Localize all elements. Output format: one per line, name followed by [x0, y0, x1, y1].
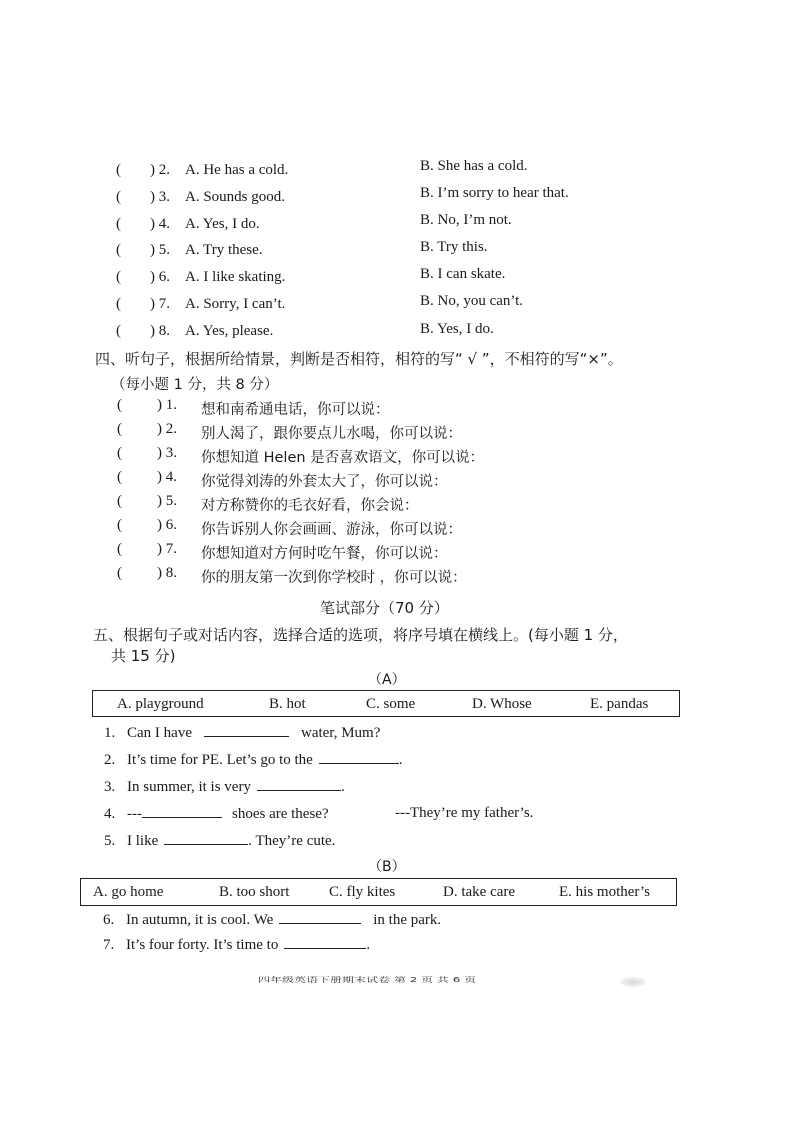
- part-b-option-box: [80, 878, 677, 906]
- answer-paren[interactable]: (: [117, 517, 122, 533]
- question-text: It’s four forty. It’s time to: [126, 937, 279, 953]
- written-part-heading: 笔试部分（70 分）: [320, 599, 449, 617]
- answer-paren[interactable]: (: [116, 269, 121, 285]
- question-number: 6.: [103, 912, 115, 928]
- option-b: B. No, you can’t.: [420, 293, 524, 309]
- option-b: B. I can skate.: [420, 266, 506, 282]
- answer-paren[interactable]: (: [116, 189, 121, 205]
- answer-blank[interactable]: [284, 936, 366, 949]
- question-reply: ---They’re my father’s.: [395, 805, 534, 821]
- question-text: .: [366, 937, 371, 953]
- page-footer: [258, 975, 558, 983]
- question-text: ---: [127, 806, 142, 822]
- option-a: A. Sounds good.: [185, 189, 286, 205]
- part-a-option: E. pandas: [590, 696, 649, 712]
- option-a: A. Yes, please.: [185, 323, 274, 339]
- question-text: It’s time for PE. Let’s go to the: [127, 752, 313, 768]
- part-b-option: A. go home: [93, 884, 164, 900]
- part-a-label: （A）: [368, 672, 406, 688]
- question-row: [104, 724, 380, 742]
- answer-blank[interactable]: [142, 805, 222, 818]
- option-a: A. Yes, I do.: [185, 216, 260, 232]
- section-4-title: 四、听句子，根据所给情景，判断是否相符，相符的写“ √ ”，不相符的写“×”。: [95, 350, 623, 368]
- answer-blank[interactable]: [279, 911, 361, 924]
- question-row: [104, 778, 345, 796]
- question-text: In summer, it is very: [127, 779, 251, 795]
- option-b: B. No, I’m not.: [420, 212, 512, 228]
- option-a: A. Try these.: [185, 242, 263, 258]
- item-number: ) 2.: [157, 421, 177, 437]
- option-a: A. I like skating.: [185, 269, 286, 285]
- item-number: ) 7.: [157, 541, 177, 557]
- part-b-option: B. too short: [219, 884, 290, 900]
- question-text: .: [340, 779, 345, 795]
- answer-blank[interactable]: [164, 832, 248, 845]
- scan-smudge: [620, 977, 646, 987]
- situation-text: 你的朋友第一次到你学校时 ，你可以说：: [201, 570, 467, 586]
- question-text: .: [398, 752, 403, 768]
- option-a: A. He has a cold.: [185, 162, 289, 178]
- answer-paren[interactable]: (: [117, 541, 122, 557]
- question-row: [104, 832, 335, 850]
- answer-paren[interactable]: (: [117, 565, 122, 581]
- situation-text: 你觉得刘涛的外套太大了，你可以说：: [201, 474, 448, 490]
- item-number: ) 3.: [150, 189, 170, 205]
- part-a-option: D. Whose: [472, 696, 532, 712]
- question-text: Can I have: [127, 725, 192, 741]
- item-number: ) 2.: [150, 162, 170, 178]
- situation-text: 你告诉别人你会画画、游泳，你可以说：: [201, 522, 462, 538]
- option-b: B. Try this.: [420, 239, 488, 255]
- question-text: in the park.: [373, 912, 442, 928]
- question-number: 3.: [104, 779, 116, 795]
- question-number: 2.: [104, 752, 116, 768]
- question-text: . They’re cute.: [248, 833, 336, 849]
- section-5-title: 五、根据句子或对话内容，选择合适的选项，将序号填在横线上。(每小题 1 分，: [93, 626, 628, 644]
- question-row: [104, 805, 329, 823]
- question-text: shoes are these?: [232, 806, 329, 822]
- section-4-subtitle: （每小题 1 分，共 8 分）: [111, 377, 279, 393]
- question-row: [104, 751, 403, 769]
- answer-paren[interactable]: (: [117, 397, 122, 413]
- answer-paren[interactable]: (: [116, 296, 121, 312]
- item-number: ) 8.: [157, 565, 177, 581]
- part-a-option-box: [92, 690, 680, 717]
- option-a: A. Sorry, I can’t.: [185, 296, 286, 312]
- situation-text: 别人渴了，跟你要点儿水喝，你可以说：: [201, 426, 462, 442]
- item-number: ) 6.: [150, 269, 170, 285]
- answer-paren[interactable]: (: [116, 162, 121, 178]
- part-a-option: B. hot: [269, 696, 306, 712]
- answer-paren[interactable]: (: [117, 493, 122, 509]
- part-b-option: E. his mother’s: [559, 884, 650, 900]
- answer-blank[interactable]: [319, 751, 399, 764]
- answer-paren[interactable]: (: [116, 242, 121, 258]
- situation-text: 对方称赞你的毛衣好看，你会说：: [201, 498, 419, 514]
- answer-paren[interactable]: (: [116, 323, 121, 339]
- answer-paren[interactable]: (: [117, 469, 122, 485]
- part-b-label: （B）: [368, 859, 406, 875]
- part-a-option: A. playground: [117, 696, 204, 712]
- item-number: ) 6.: [157, 517, 177, 533]
- item-number: ) 7.: [150, 296, 170, 312]
- situation-text: 你想知道 Helen 是否喜欢语文，你可以说：: [201, 450, 485, 466]
- question-number: 1.: [104, 725, 116, 741]
- option-b: B. I’m sorry to hear that.: [420, 185, 569, 201]
- answer-paren[interactable]: (: [117, 421, 122, 437]
- item-number: ) 3.: [157, 445, 177, 461]
- part-a-option: C. some: [366, 696, 416, 712]
- question-text: water, Mum?: [300, 725, 381, 741]
- item-number: ) 5.: [157, 493, 177, 509]
- situation-text: 想和南希通电话，你可以说：: [201, 402, 390, 418]
- question-text: In autumn, it is cool. We: [126, 912, 274, 928]
- item-number: ) 4.: [150, 216, 170, 232]
- answer-blank[interactable]: [204, 724, 289, 737]
- item-number: ) 8.: [150, 323, 170, 339]
- question-number: 5.: [104, 833, 116, 849]
- item-number: ) 5.: [150, 242, 170, 258]
- question-row: [103, 936, 370, 954]
- question-number: 7.: [103, 937, 115, 953]
- part-b-option: C. fly kites: [329, 884, 396, 900]
- question-row: [103, 911, 441, 929]
- question-number: 4.: [104, 806, 116, 822]
- item-number: ) 4.: [157, 469, 177, 485]
- option-b: B. She has a cold.: [420, 158, 528, 174]
- answer-paren[interactable]: (: [117, 445, 122, 461]
- answer-blank[interactable]: [257, 778, 341, 791]
- page-footer-text: 四年级英语下册期末试卷 第 2 页 共 6 页: [258, 976, 477, 983]
- part-b-option: D. take care: [443, 884, 516, 900]
- item-number: ) 1.: [157, 397, 177, 413]
- option-b: B. Yes, I do.: [420, 321, 494, 337]
- question-text: I like: [127, 833, 159, 849]
- answer-paren[interactable]: (: [116, 216, 121, 232]
- section-5-title-cont: 共 15 分): [111, 647, 176, 665]
- situation-text: 你想知道对方何时吃午餐，你可以说：: [201, 546, 448, 562]
